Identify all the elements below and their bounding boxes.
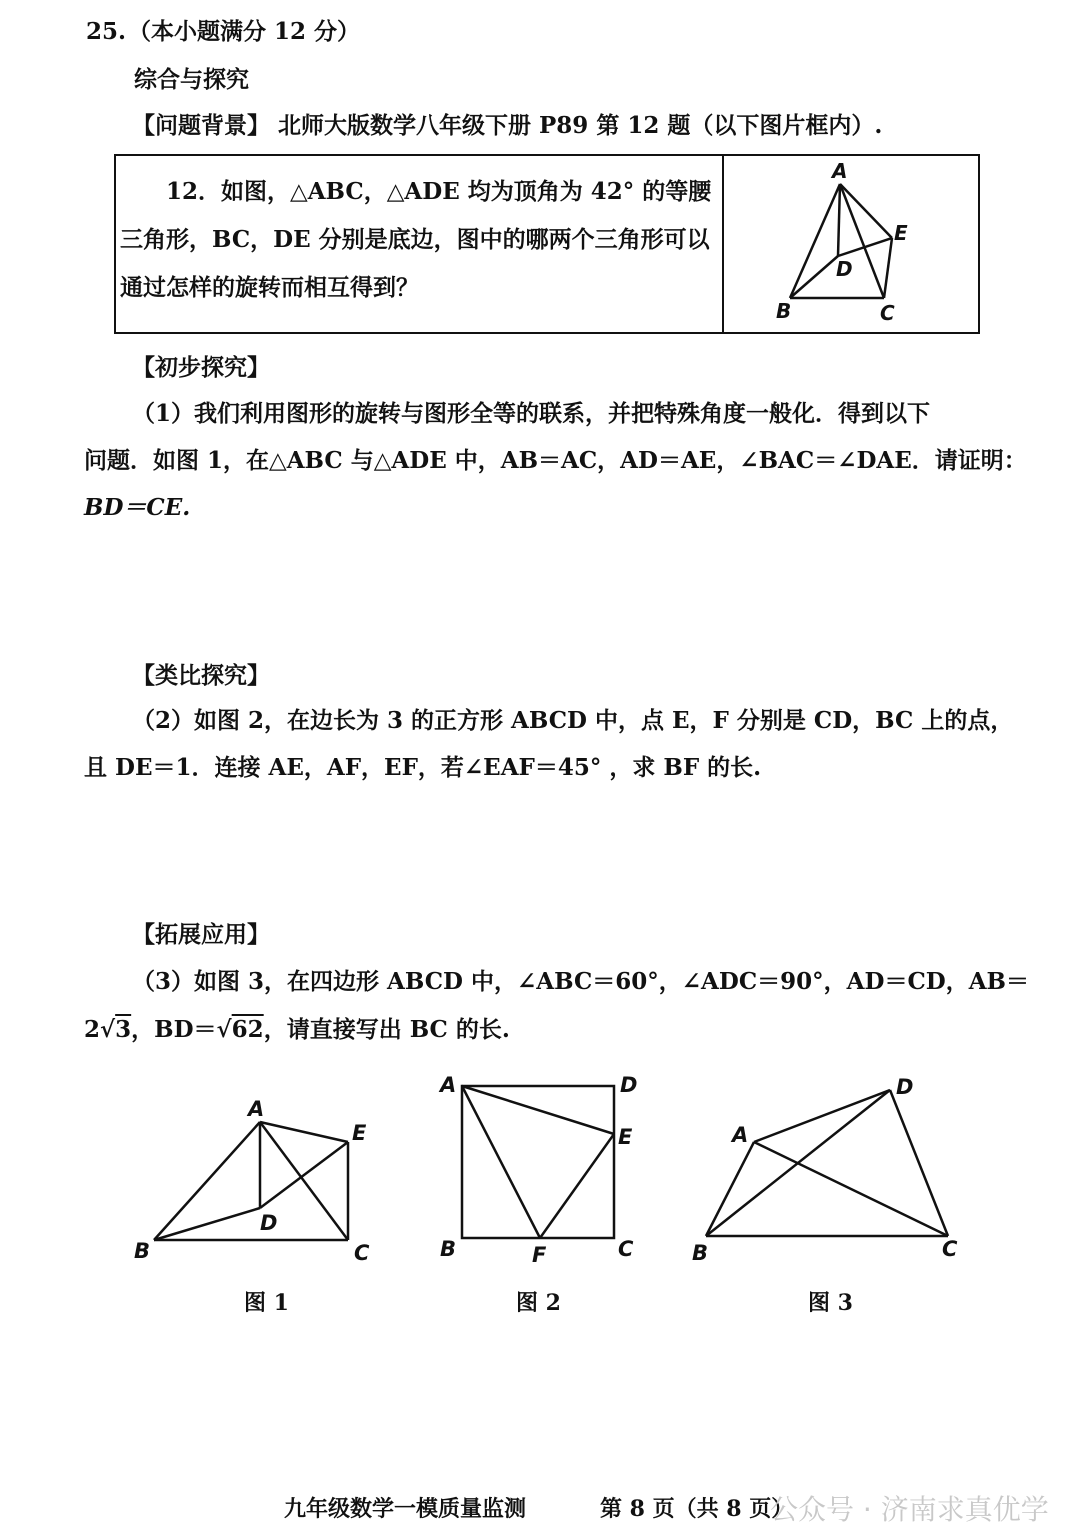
figure-2 <box>430 1068 660 1268</box>
question-points: （本小题满分 12 分） <box>128 18 361 45</box>
part2-line-1: （2）如图 2，在边长为 3 的正方形 ABCD 中，点 E，F 分别是 CD，BC 上的点， <box>132 707 1014 734</box>
seg-bd <box>790 256 838 298</box>
part1-line-3: BD＝CE. <box>84 494 191 521</box>
seg-ae <box>840 184 892 238</box>
fig1-label-e: E <box>352 1121 367 1145</box>
figure-3 <box>680 1070 980 1270</box>
sqrt-radicand-2: 62 <box>231 1016 264 1043</box>
fig2-label-e: E <box>618 1125 633 1149</box>
part1-line-2: 问题．如图 1，在△ABC 与△ADE 中，AB＝AC，AD＝AE，∠BAC＝∠DAE．请证明： <box>84 447 1027 474</box>
fig3-label-a: A <box>732 1123 749 1147</box>
fig3-label-b: B <box>692 1241 709 1265</box>
seg-de <box>838 238 892 256</box>
fig2-label-f: F <box>532 1243 547 1267</box>
fig3-seg-dc <box>890 1090 948 1236</box>
figure-3-caption: 图 3 <box>808 1290 853 1316</box>
figure-1-caption: 图 1 <box>244 1290 289 1316</box>
figure-1 <box>120 1080 390 1270</box>
footer-exam-title: 九年级数学一模质量监测 <box>284 1496 527 1522</box>
box-figure <box>724 156 980 332</box>
figure-2-caption: 图 2 <box>516 1290 561 1316</box>
question-number: 25. <box>86 18 127 45</box>
part3-prefix: 2 <box>84 1016 101 1043</box>
fig3-label-c: C <box>942 1237 958 1261</box>
watermark-text: 公众号 · 济南求真优学 <box>770 1493 1049 1526</box>
part1-line-1: （1）我们利用图形的旋转与图形全等的联系，并把特殊角度一般化．得到以下 <box>132 400 931 427</box>
background-label: 【问题背景】 <box>132 112 270 139</box>
fig1-label-c: C <box>354 1241 370 1265</box>
box-label-d: D <box>836 257 853 281</box>
box-label-c: C <box>880 301 895 325</box>
part3-mid: ，BD＝ <box>131 1016 217 1043</box>
seg-ab <box>790 184 840 298</box>
box-label-b: B <box>776 299 792 323</box>
seg-ad <box>838 184 840 256</box>
part3-suffix: ，请直接写出 BC 的长. <box>263 1016 510 1043</box>
fig2-label-a: A <box>440 1073 457 1097</box>
fig3-seg-ad <box>754 1090 890 1142</box>
background-text: 北师大版数学八年级下册 P89 第 12 题（以下图片框内）. <box>278 112 883 139</box>
box-line-2: 三角形，BC，DE 分别是底边，图中的哪两个三角形可以 <box>120 226 710 253</box>
box-label-a: A <box>832 159 848 183</box>
part2-label: 【类比探究】 <box>132 662 270 689</box>
fig2-label-c: C <box>618 1237 634 1261</box>
fig1-seg-de <box>260 1142 348 1208</box>
box-line-3: 通过怎样的旋转而相互得到？ <box>120 274 419 301</box>
fig1-label-a: A <box>248 1097 265 1121</box>
box-line-1: 12．如图，△ABC，△ADE 均为顶角为 42° 的等腰 <box>166 178 712 205</box>
fig2-seg-af <box>462 1086 540 1238</box>
part3-line-2 <box>84 1016 510 1044</box>
sqrt-symbol-1: √ <box>100 1016 116 1043</box>
fig3-seg-ac <box>754 1142 948 1236</box>
fig3-seg-ab <box>706 1142 754 1236</box>
fig1-label-d: D <box>260 1211 278 1235</box>
fig2-seg-ef <box>540 1134 614 1238</box>
part3-label: 【拓展应用】 <box>132 921 270 948</box>
footer-page-number: 第 8 页（共 8 页） <box>600 1496 794 1522</box>
fig1-seg-ab <box>154 1122 260 1240</box>
fig3-seg-bd <box>706 1090 890 1236</box>
part2-line-2: 且 DE＝1．连接 AE，AF，EF，若∠EAF＝45° ，求 BF 的长. <box>84 754 762 781</box>
sqrt-symbol-2: √ <box>216 1016 232 1043</box>
section-title: 综合与探究 <box>134 66 249 93</box>
textbook-problem-box <box>114 154 980 334</box>
fig2-seg-ae <box>462 1086 614 1134</box>
part1-label: 【初步探究】 <box>132 354 270 381</box>
part3-line-1: （3）如图 3，在四边形 ABCD 中，∠ABC＝60°，∠ADC＝90°，AD＝CD，AB＝ <box>132 968 1029 995</box>
fig2-label-d: D <box>620 1073 638 1097</box>
fig3-label-d: D <box>896 1075 914 1099</box>
fig1-label-b: B <box>134 1239 151 1263</box>
sqrt-radicand-1: 3 <box>115 1016 132 1043</box>
seg-ce <box>884 238 892 298</box>
box-label-e: E <box>894 221 908 245</box>
fig2-label-b: B <box>440 1237 457 1261</box>
